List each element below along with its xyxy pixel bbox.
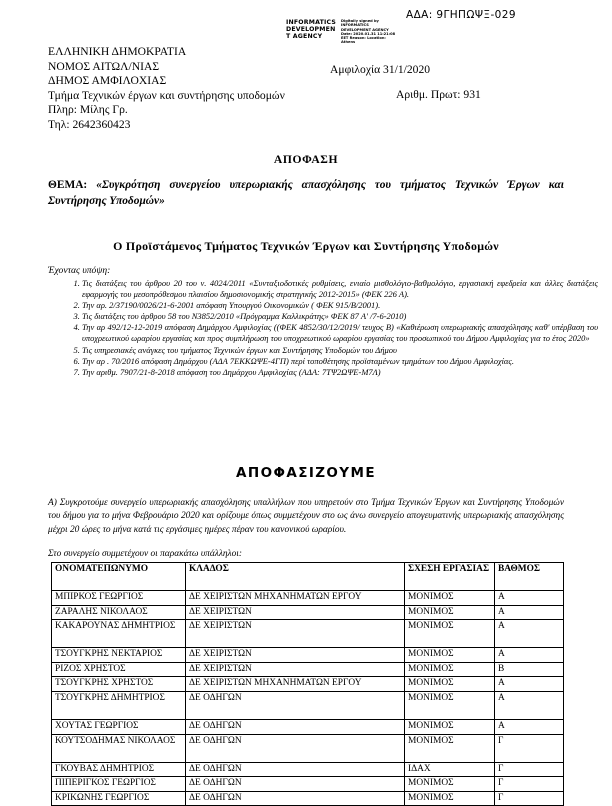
employee-branch: ΔΕ ΧΕΙΡΙΣΤΩΝ: [186, 648, 405, 663]
subject-label: ΘΕΜΑ:: [48, 179, 88, 191]
employee-relation: ΜΟΝΙΜΟΣ: [405, 691, 495, 719]
employee-name: ΚΑΚΑΡΟΥΝΑΣ ΔΗΜΗΤΡΙΟΣ: [52, 620, 186, 648]
issuing-authority: Ο Προϊστάμενος Τμήματος Τεχνικών Έργων και Συντήρησης Υποδομών: [113, 239, 499, 253]
employee-relation: ΜΟΝΙΜΟΣ: [405, 734, 495, 762]
employee-grade: Α: [495, 591, 564, 606]
legal-ground-item: 2. Την αρ. 2/37190/0026/21-6-2001 απόφαση Υπουργού Οικονομικών ( ΦΕΚ 915/Β/2001).: [82, 300, 598, 311]
employee-relation: ΜΟΝΙΜΟΣ: [405, 662, 495, 677]
place-and-date: Αμφιλοχία 31/1/2020: [330, 63, 431, 76]
legal-ground-item: 4. Την αρ 492/12-12-2019 απόφαση Δημάρχου Αμφιλοχίας ((ΦΕΚ 4852/30/12/2019/ τευχος Β) «Καθιέρωση υπερωριακής απασχόλησης καθ' υπέρβαση του υποχρεωτικού ωραρίου εργασίας και προς συμπλήρωση του υποχρεωτικού ωραρίου εργασίας του προσωπικού του Δήμου Αμφιλοχίας για το έτος 2020»: [82, 322, 598, 344]
letterhead-line-1: ΕΛΛΗΝΙΚΗ ΔΗΜΟΚΡΑΤΙΑ: [48, 45, 187, 58]
employee-grade: Γ: [495, 777, 564, 792]
employee-relation: ΙΔΑΧ: [405, 762, 495, 777]
decide-heading: ΑΠΟΦΑΣΙΖΟΥΜΕ: [236, 465, 376, 481]
subject-block: [48, 178, 564, 209]
table-row: [52, 648, 564, 663]
employee-name: ΠΙΠΕΡΙΓΚΟΣ ΓΕΩΡΓΙΟΣ: [52, 777, 186, 792]
protocol-number: Αριθμ. Πρωτ: 931: [396, 88, 481, 101]
table-row: [52, 662, 564, 677]
employee-relation: ΜΟΝΙΜΟΣ: [405, 777, 495, 792]
column-header-grade: ΒΑΘΜΟΣ: [495, 563, 564, 591]
employee-grade: Γ: [495, 762, 564, 777]
column-header-branch: ΚΛΑΔΟΣ: [186, 563, 405, 591]
employee-grade: Γ: [495, 734, 564, 762]
signature-agency-name: INFORMATICS DEVELOPMEN T AGENCY: [286, 19, 337, 41]
legal-ground-item: 7. Την αριθμ. 7907/21-8-2018 απόφαση του Δημάρχου Αμφιλοχίας (ΑΔΑ: 7ΤΨ2ΩΨΕ-Μ7Λ): [82, 367, 598, 378]
letterhead-line-2: ΝΟΜΟΣ ΑΙΤΩΛ/ΝΙΑΣ: [48, 59, 160, 73]
employee-name: ΤΣΟΥΓΚΡΗΣ ΝΕΚΤΑΡΙΟΣ: [52, 648, 186, 663]
employee-branch: ΔΕ ΧΕΙΡΙΣΤΩΝ ΜΗΧΑΝΗΜΑΤΩΝ ΕΡΓΟΥ: [186, 591, 405, 606]
legal-ground-item: 5. Τις υπηρεσιακές ανάγκες του τμήματος Τεχνικών έργων και Συντήρησης Υποδομών του Δήμου: [82, 345, 598, 356]
ada-code: ΑΔΑ: 9ΓΗΠΩΨΞ-029: [406, 9, 516, 21]
legal-ground-item: 6. Την αρ . 70/2016 απόφαση Δημάρχου (ΑΔΑ 7ΕΚΚΩΨΕ-4ΓΠ) περί τοποθέτησης προϊσταμένων τμημάτων του Δήμου Αμφιλοχίας.: [82, 356, 598, 367]
letterhead: [48, 45, 285, 133]
employee-grade: Α: [495, 648, 564, 663]
letterhead-line-5: Πληρ: Μίλης Γρ.: [48, 103, 128, 117]
column-header-name: ΟΝΟΜΑΤΕΠΩΝΥΜΟ: [52, 563, 186, 591]
employee-grade: Β: [495, 662, 564, 677]
employee-grade: Α: [495, 620, 564, 648]
employee-branch: ΔΕ ΧΕΙΡΙΣΤΩΝ: [186, 662, 405, 677]
table-row: [52, 591, 564, 606]
legal-grounds-list: [48, 278, 598, 378]
employee-name: ΧΟΥΤΑΣ ΓΕΩΡΓΙΟΣ: [52, 719, 186, 734]
employee-branch: ΔΕ ΟΔΗΓΩΝ: [186, 777, 405, 792]
employee-name: ΤΣΟΥΓΚΡΗΣ ΔΗΜΗΤΡΙΟΣ: [52, 691, 186, 719]
employee-branch: ΔΕ ΟΔΗΓΩΝ: [186, 762, 405, 777]
employee-grade: Γ: [495, 791, 564, 806]
decision-paragraph-b: Στο συνεργείο συμμετέχουν οι παρακάτω υπάλληλοι:: [48, 549, 243, 559]
employee-relation: ΜΟΝΙΜΟΣ: [405, 591, 495, 606]
staff-table-body: [52, 591, 564, 806]
legal-ground-item: 1. Τις διατάξεις του άρθρου 20 του ν. 4024/2011 «Συνταξιοδοτικές ρυθμίσεις, ενιαίο μισθολόγιο-βαθμολόγιο, εργασιακή εφεδρεία και άλλες διατάξεις εφαρμογής του μεσοπρόθεσμου πλαισίου δημοσιονομικής στρατηγικής 2012-2015» (ΦΕΚ 226 Α).: [82, 278, 598, 300]
employee-relation: ΜΟΝΙΜΟΣ: [405, 719, 495, 734]
employee-name: ΤΣΟΥΓΚΡΗΣ ΧΡΗΣΤΟΣ: [52, 677, 186, 692]
letterhead-line-4: Τμήμα Τεχνικών έργων και συντήρησης υποδομών: [48, 88, 285, 102]
employee-relation: ΜΟΝΙΜΟΣ: [405, 605, 495, 620]
table-row: [52, 677, 564, 692]
employee-relation: ΜΟΝΙΜΟΣ: [405, 648, 495, 663]
having-regard-label: Έχοντας υπόψη:: [48, 265, 111, 276]
document-type-title: ΑΠΟΦΑΣΗ: [273, 153, 339, 166]
subject-text: «Συγκρότηση συνεργείου υπερωριακής απασχόλησης του τμήματος Τεχνικών Έργων και Συντήρησης Υποδομών»: [48, 179, 564, 207]
employee-name: ΓΚΟΥΒΑΣ ΔΗΜΗΤΡΙΟΣ: [52, 762, 186, 777]
staff-table: [51, 562, 564, 806]
legal-ground-item: 3. Τις διατάξεις του άρθρου 58 του Ν3852/2010 «Πρόγραμμα Καλλικράτης» ΦΕΚ 87 Α' /7-6-2010): [82, 311, 598, 322]
employee-grade: Α: [495, 719, 564, 734]
letterhead-line-3: ΔΗΜΟΣ ΑΜΦΙΛΟΧΙΑΣ: [48, 74, 167, 88]
employee-grade: Α: [495, 691, 564, 719]
table-row: [52, 691, 564, 719]
table-row: [52, 762, 564, 777]
employee-name: ΚΟΥΤΣΟΔΗΜΑΣ ΝΙΚΟΛΑΟΣ: [52, 734, 186, 762]
signature-details: Digitally signed by INFORMATICS DEVELOPMENT AGENCY Date: 2020.01.31 11:21:08 EET Reason: Location: Athens: [341, 19, 396, 45]
table-header-row: [52, 563, 564, 591]
employee-branch: ΔΕ ΟΔΗΓΩΝ: [186, 734, 405, 762]
digital-signature-stamp: [286, 19, 397, 45]
employee-grade: Α: [495, 677, 564, 692]
letterhead-line-6: Τηλ: 2642360423: [48, 117, 131, 131]
table-row: [52, 734, 564, 762]
employee-branch: ΔΕ ΟΔΗΓΩΝ: [186, 719, 405, 734]
table-row: [52, 791, 564, 806]
employee-name: ΡΙΖΟΣ ΧΡΗΣΤΟΣ: [52, 662, 186, 677]
employee-branch: ΔΕ ΟΔΗΓΩΝ: [186, 791, 405, 806]
employee-relation: ΜΟΝΙΜΟΣ: [405, 620, 495, 648]
employee-name: ΖΑΡΑΛΗΣ ΝΙΚΟΛΑΟΣ: [52, 605, 186, 620]
table-row: [52, 777, 564, 792]
employee-relation: ΜΟΝΙΜΟΣ: [405, 677, 495, 692]
employee-name: ΚΡΙΚΩΝΗΣ ΓΕΩΡΓΙΟΣ: [52, 791, 186, 806]
employee-grade: Α: [495, 605, 564, 620]
column-header-relation: ΣΧΕΣΗ ΕΡΓΑΣΙΑΣ: [405, 563, 495, 591]
employee-name: ΜΠΙΡΚΟΣ ΓΕΩΡΓΙΟΣ: [52, 591, 186, 606]
table-row: [52, 620, 564, 648]
employee-relation: ΜΟΝΙΜΟΣ: [405, 791, 495, 806]
employee-branch: ΔΕ ΧΕΙΡΙΣΤΩΝ: [186, 605, 405, 620]
employee-branch: ΔΕ ΧΕΙΡΙΣΤΩΝ: [186, 620, 405, 648]
decision-paragraph-a: Α) Συγκροτούμε συνεργείο υπερωριακής απασχόλησης υπαλλήλων που υπηρετούν στο Τμήμα Τεχνικών Έργων και Συντήρησης Υποδομών του δήμου για το μήνα Φεβρουάριο 2020 και ορίζουμε όπως συμμετέχουν στο ως άνω συνεργείο απογευματινής υπερωριακής απασχόλησης μέχρι 20 ώρες το μήνα κατά τις εργάσιμες ημέρες πέραν του κανονικού ωραρίου.: [48, 498, 564, 535]
employee-branch: ΔΕ ΟΔΗΓΩΝ: [186, 691, 405, 719]
employee-branch: ΔΕ ΧΕΙΡΙΣΤΩΝ ΜΗΧΑΝΗΜΑΤΩΝ ΕΡΓΟΥ: [186, 677, 405, 692]
table-row: [52, 719, 564, 734]
table-row: [52, 605, 564, 620]
